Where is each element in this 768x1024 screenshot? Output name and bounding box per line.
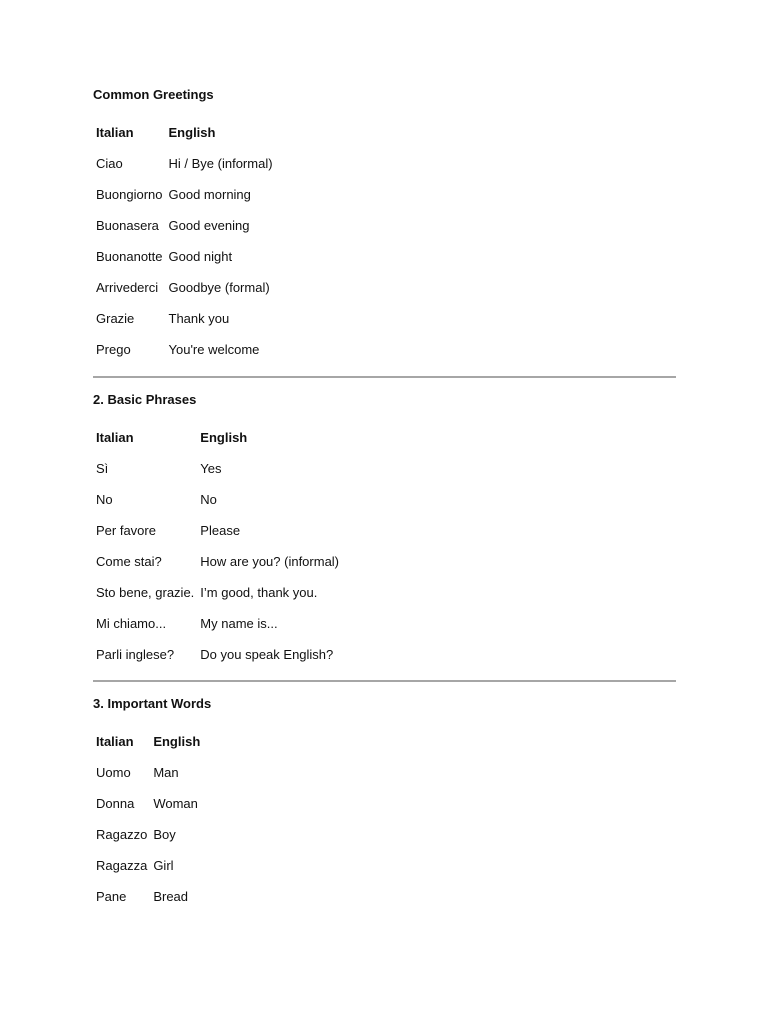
table-header-row bbox=[94, 117, 277, 148]
english-cell: Boy bbox=[153, 827, 176, 842]
section-basic-phrases bbox=[93, 392, 676, 670]
english-cell: Yes bbox=[200, 461, 222, 476]
vocab-table bbox=[94, 422, 343, 670]
vocab-table bbox=[94, 117, 277, 365]
table-row bbox=[94, 850, 204, 881]
column-header-english: English bbox=[168, 125, 216, 140]
table-row bbox=[94, 210, 277, 241]
italian-cell: Come stai? bbox=[96, 554, 162, 569]
table-row bbox=[94, 241, 277, 272]
table-header-row bbox=[94, 726, 204, 757]
vocab-table bbox=[94, 726, 204, 912]
table-row bbox=[94, 757, 204, 788]
italian-cell: Donna bbox=[96, 796, 135, 811]
table-row bbox=[94, 179, 277, 210]
column-header-italian: Italian bbox=[96, 734, 134, 749]
italian-cell: Per favore bbox=[96, 523, 156, 538]
section-heading: 3. Important Words bbox=[93, 696, 212, 711]
english-cell: Good night bbox=[168, 249, 233, 264]
column-header-english: English bbox=[200, 430, 248, 445]
italian-cell: Ciao bbox=[96, 156, 123, 171]
italian-cell: Parli inglese? bbox=[96, 647, 175, 662]
english-cell: My name is... bbox=[200, 616, 278, 631]
italian-cell: Prego bbox=[96, 342, 131, 357]
english-cell: Hi / Bye (informal) bbox=[168, 156, 273, 171]
table-row bbox=[94, 515, 343, 546]
table-row bbox=[94, 148, 277, 179]
table-row bbox=[94, 608, 343, 639]
table-row bbox=[94, 272, 277, 303]
table-row bbox=[94, 303, 277, 334]
section-divider bbox=[93, 376, 676, 378]
section-common-greetings bbox=[93, 87, 676, 365]
english-cell: How are you? (informal) bbox=[200, 554, 340, 569]
english-cell: Bread bbox=[153, 889, 189, 904]
english-cell: No bbox=[200, 492, 217, 507]
italian-cell: Sì bbox=[96, 461, 109, 476]
italian-cell: Mi chiamo... bbox=[96, 616, 167, 631]
english-cell: I’m good, thank you. bbox=[200, 585, 318, 600]
english-cell: Woman bbox=[153, 796, 198, 811]
table-row bbox=[94, 453, 343, 484]
english-cell: Man bbox=[153, 765, 179, 780]
english-cell: Goodbye (formal) bbox=[168, 280, 270, 295]
section-heading: 2. Basic Phrases bbox=[93, 392, 197, 407]
italian-cell: Uomo bbox=[96, 765, 131, 780]
table-row bbox=[94, 881, 204, 912]
italian-cell: Ragazzo bbox=[96, 827, 148, 842]
table-row bbox=[94, 577, 343, 608]
english-cell: Thank you bbox=[168, 311, 230, 326]
table-row bbox=[94, 819, 204, 850]
section-divider bbox=[93, 680, 676, 682]
english-cell: Please bbox=[200, 523, 241, 538]
column-header-italian: Italian bbox=[96, 125, 134, 140]
italian-cell: Pane bbox=[96, 889, 127, 904]
italian-cell: Ragazza bbox=[96, 858, 148, 873]
section-important-words bbox=[93, 696, 676, 912]
english-cell: Good evening bbox=[168, 218, 250, 233]
italian-cell: Buongiorno bbox=[96, 187, 163, 202]
italian-cell: Arrivederci bbox=[96, 280, 159, 295]
table-header-row bbox=[94, 422, 343, 453]
italian-cell: Grazie bbox=[96, 311, 135, 326]
english-cell: Do you speak English? bbox=[200, 647, 334, 662]
column-header-italian: Italian bbox=[96, 430, 134, 445]
english-cell: Girl bbox=[153, 858, 174, 873]
table-row bbox=[94, 334, 277, 365]
italian-cell: Buonanotte bbox=[96, 249, 163, 264]
table-row bbox=[94, 484, 343, 515]
english-cell: Good morning bbox=[168, 187, 251, 202]
table-row bbox=[94, 788, 204, 819]
italian-cell: Buonasera bbox=[96, 218, 159, 233]
section-heading: Common Greetings bbox=[93, 87, 214, 102]
italian-cell: No bbox=[96, 492, 113, 507]
table-row bbox=[94, 546, 343, 577]
english-cell: You're welcome bbox=[168, 342, 260, 357]
table-row bbox=[94, 639, 343, 670]
column-header-english: English bbox=[153, 734, 201, 749]
italian-cell: Sto bene, grazie. bbox=[96, 585, 195, 600]
